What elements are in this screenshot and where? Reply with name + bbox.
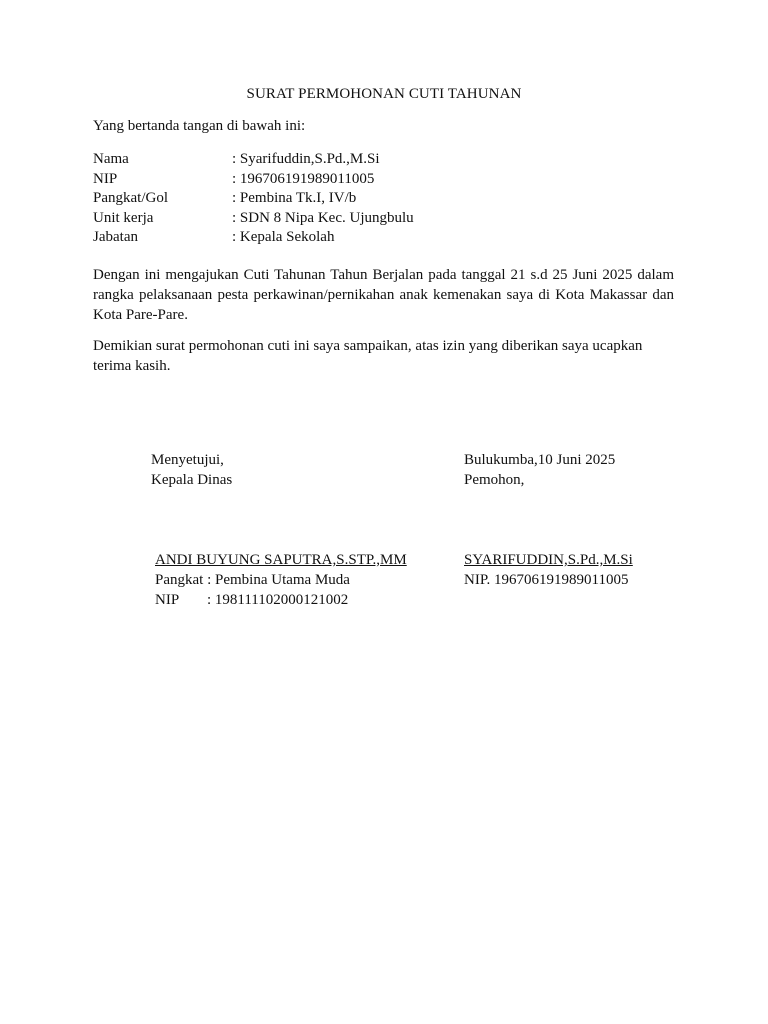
approval-line-1: Menyetujui,: [151, 452, 224, 468]
identity-value: : SDN 8 Nipa Kec. Ujungbulu: [232, 209, 414, 226]
identity-row-unit-kerja: [93, 209, 693, 229]
identity-table: [93, 150, 693, 248]
applicant-role-line: Pemohon,: [464, 472, 525, 488]
approver-nip-value: : 198111102000121002: [207, 592, 349, 608]
identity-label: Unit kerja: [93, 209, 154, 226]
request-paragraph: Dengan ini mengajukan Cuti Tahunan Tahun Berjalan pada tanggal 21 s.d 25 Juni 2025 dalam rangka pelaksanaan pesta perkawinan/pernikahan anak kemenakan saya di Kota Makassar dan Kota Pare-Pare.: [93, 267, 674, 323]
approval-signature: [155, 550, 407, 610]
applicant-signature: [464, 550, 633, 590]
approver-nip-label: NIP: [155, 592, 180, 608]
approval-header: [151, 450, 232, 490]
document-title: SURAT PERMOHONAN CUTI TAHUNAN: [246, 86, 522, 102]
identity-row-nip: [93, 170, 693, 190]
approval-line-2: Kepala Dinas: [151, 472, 233, 488]
approver-name: ANDI BUYUNG SAPUTRA,S.STP.,MM: [155, 552, 407, 568]
identity-row-pangkat: [93, 189, 693, 209]
identity-row-jabatan: [93, 228, 693, 248]
identity-value: : Pembina Tk.I, IV/b: [232, 190, 357, 207]
applicant-nip: NIP. 196706191989011005: [464, 572, 629, 588]
identity-value: : Kepala Sekolah: [232, 229, 335, 246]
identity-value: : Syarifuddin,S.Pd.,M.Si: [232, 151, 380, 167]
identity-row-nama: [93, 150, 693, 170]
applicant-header: [464, 450, 615, 490]
identity-label: Nama: [93, 151, 129, 167]
closing-paragraph: Demikian surat permohonan cuti ini saya sampaikan, atas izin yang diberikan saya ucapkan terima kasih.: [93, 338, 643, 374]
identity-label: NIP: [93, 170, 118, 187]
approver-nip-row: [155, 590, 407, 610]
identity-value: : 196706191989011005: [232, 170, 375, 187]
identity-label: Jabatan: [93, 229, 138, 246]
intro-text: Yang bertanda tangan di bawah ini:: [93, 118, 306, 134]
applicant-date-line: Bulukumba,10 Juni 2025: [464, 452, 616, 468]
identity-label: Pangkat/Gol: [93, 190, 168, 207]
applicant-name: SYARIFUDDIN,S.Pd.,M.Si: [464, 552, 633, 568]
approver-rank: Pangkat : Pembina Utama Muda: [155, 572, 350, 588]
